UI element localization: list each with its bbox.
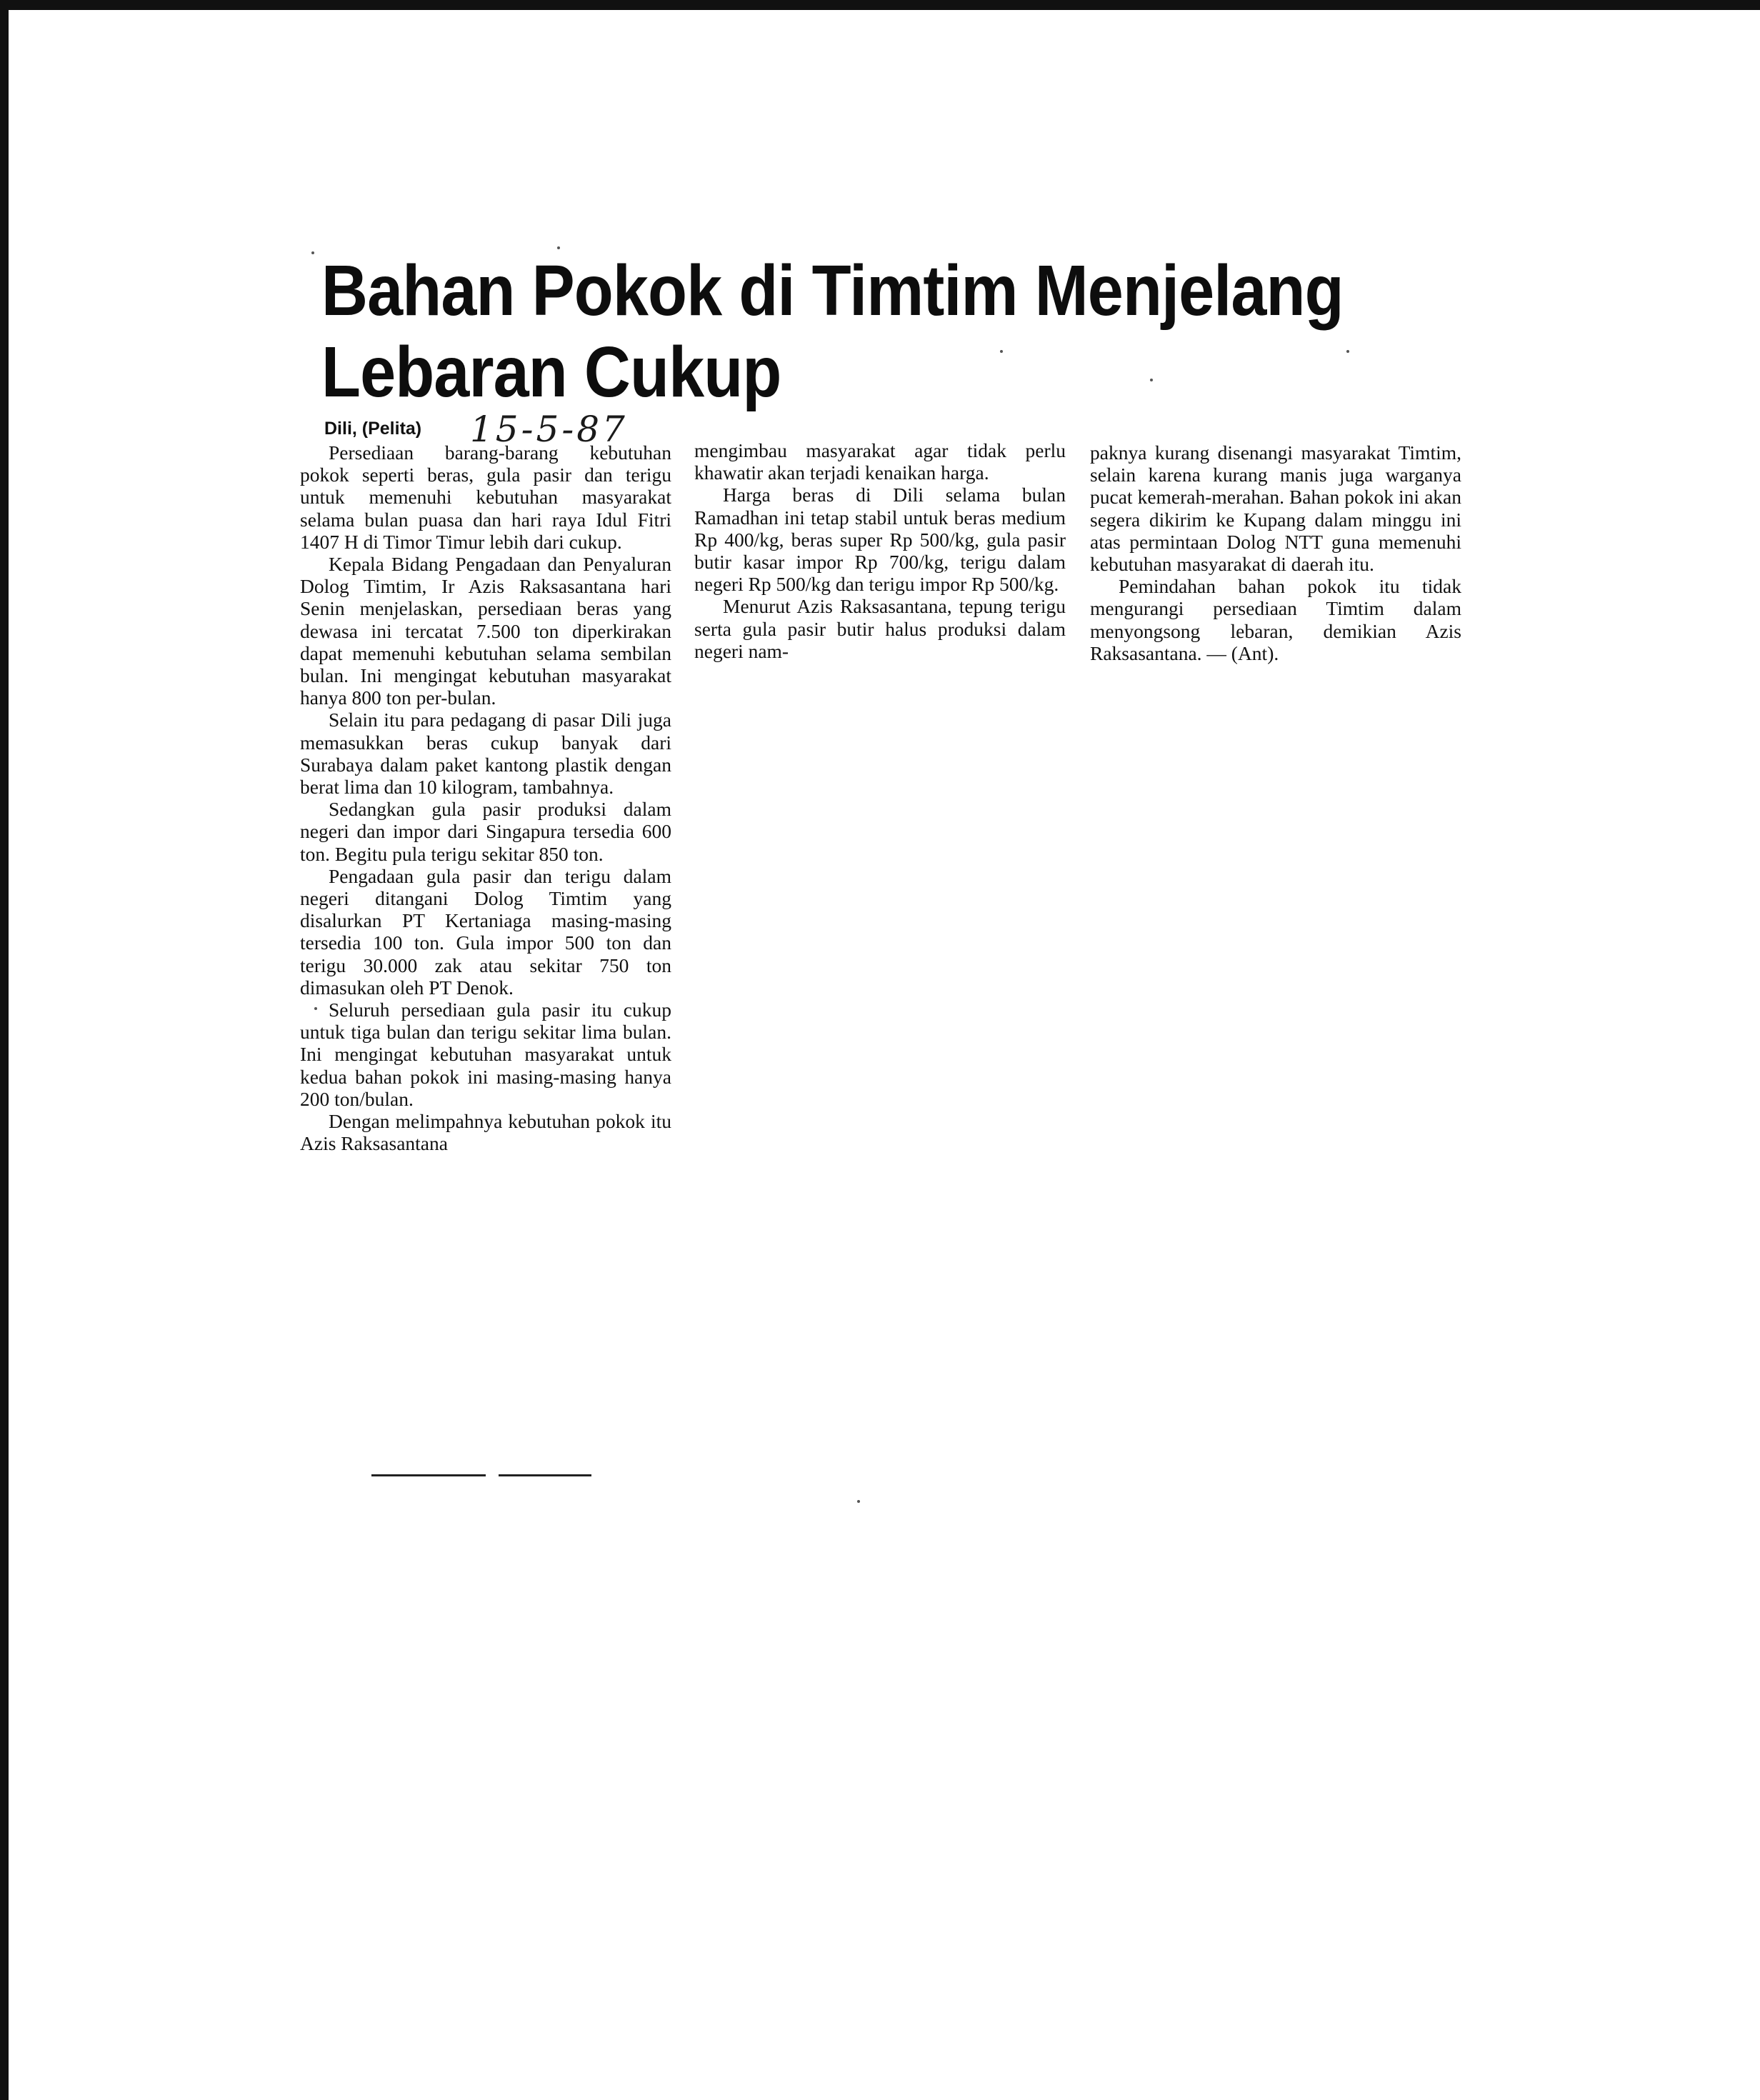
headline-line-2: Lebaran Cukup (321, 332, 781, 412)
handwritten-date: 15-5-87 (470, 409, 628, 450)
dateline: Dili, (Pelita) (324, 419, 422, 439)
paragraph: Persediaan barang-barang kebutuhan pokok seperti beras, gula pasir dan terigu untuk memenuhi kebutuhan masyarakat selama bulan puasa dan hari raya Idul Fitri 1407 H di Timor Timur lebih dari cukup. (300, 441, 671, 553)
headline (321, 250, 1350, 413)
paragraph: Sedangkan gula pasir produksi dalam negeri dan impor dari Singapura tersedia 600 ton. Begitu pula terigu sekitar 850 ton. (300, 798, 671, 865)
paragraph: Dengan melimpahnya kebutuhan pokok itu Azis Raksasantana (300, 1110, 671, 1155)
article-column-3 (1090, 441, 1461, 664)
newspaper-clipping (300, 250, 1471, 1507)
scan-speck (857, 1500, 860, 1503)
article-column-2 (694, 439, 1066, 662)
scan-speck (1150, 379, 1153, 381)
headline-line-1: Bahan Pokok di Timtim Menjelang (321, 251, 1344, 331)
paragraph: Kepala Bidang Pengadaan dan Penyaluran Dolog Timtim, Ir Azis Raksasantana hari Senin menjelaskan, persediaan beras yang dewasa ini tercatat 7.500 ton diperkirakan dapat memenuhi kebutuhan selama sembilan bulan. Ini mengingat kebutuhan masyarakat hanya 800 ton per-bulan. (300, 553, 671, 709)
scan-speck (314, 1007, 317, 1010)
paragraph: mengimbau masyarakat agar tidak perlu khawatir akan terjadi kenaikan harga. (694, 439, 1066, 484)
paragraph: Pengadaan gula pasir dan terigu dalam negeri ditangani Dolog Timtim yang disalurkan PT Kertaniaga masing-masing tersedia 100 ton. Gula impor 500 ton dan terigu 30.000 zak atau sekitar 750 ton dimasukan oleh PT Denok. (300, 864, 671, 999)
paragraph: Menurut Azis Raksasantana, tepung terigu serta gula pasir butir halus produksi dalam negeri nam- (694, 595, 1066, 662)
paragraph: Selain itu para pedagang di pasar Dili juga memasukkan beras cukup banyak dari Surabaya dalam paket kantong plastik dengan berat lima dan 10 kilogram, tambahnya. (300, 709, 671, 799)
scan-speck (1346, 350, 1349, 353)
scan-border-left (0, 0, 9, 2100)
scan-border-top (0, 0, 1760, 10)
end-rule-left (371, 1474, 486, 1476)
scan-speck (311, 251, 314, 254)
scan-speck (557, 246, 560, 249)
end-rule-right (499, 1474, 591, 1476)
scan-speck (1000, 350, 1003, 353)
paragraph: Seluruh persediaan gula pasir itu cukup untuk tiga bulan dan terigu sekitar lima bulan. Ini mengingat kebutuhan masyarakat untuk kedua bahan pokok ini masing-masing hanya 200 ton/bulan. (300, 999, 671, 1110)
paragraph: paknya kurang disenangi masyarakat Timtim, selain karena kurang manis juga warganya pucat kemerah-merahan. Bahan pokok ini akan segera dikirim ke Kupang dalam minggu ini atas permintaan Dolog NTT guna memenuhi kebutuhan masyarakat di daerah itu. (1090, 441, 1461, 576)
paragraph: Harga beras di Dili selama bulan Ramadhan ini tetap stabil untuk beras medium Rp 400/kg, beras super Rp 500/kg, gula pasir butir kasar impor Rp 700/kg, terigu dalam negeri Rp 500/kg dan terigu impor Rp 500/kg. (694, 484, 1066, 596)
paragraph: Pemindahan bahan pokok itu tidak mengurangi persediaan Timtim dalam menyongsong lebaran, demikian Azis Raksasantana. — (Ant). (1090, 575, 1461, 664)
article-column-1 (300, 441, 671, 1155)
